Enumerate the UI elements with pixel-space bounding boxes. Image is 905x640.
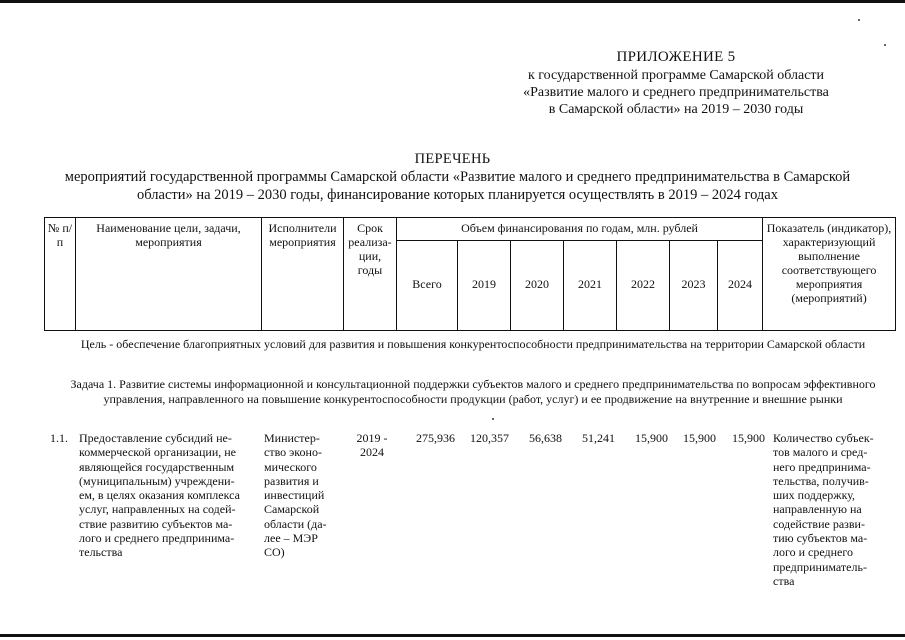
- header-indicator: Показатель (индикатор), характеризующий выполнение соответствующего мероприятия (мероприятий): [763, 218, 896, 331]
- row-name-line: (муниципальным) учреждени-: [79, 473, 235, 488]
- row-value-2021: 51,241: [582, 431, 615, 445]
- header-year: 2023: [670, 241, 718, 331]
- row-term: [350, 431, 394, 460]
- row-name-line: Предоставление субсидий не-: [79, 431, 232, 445]
- scan-speck: [858, 19, 860, 21]
- row-number: 1.1.: [50, 431, 68, 445]
- header-year: 2024: [718, 241, 763, 331]
- header-total: Всего: [397, 241, 458, 331]
- appendix-title: ПРИЛОЖЕНИЕ 5: [616, 49, 736, 65]
- row-value-2023: 15,900: [683, 431, 716, 445]
- scan-bottom-edge: [0, 634, 905, 637]
- row-name-line: лого и среднего предпринима-: [79, 531, 235, 546]
- header-year: 2019: [458, 241, 511, 331]
- row-name-line: тельства: [79, 545, 123, 560]
- goal-text: Цель - обеспечение благоприятных условий для развития и повышения конкурентоспособности предпринимательства на территории Самарской области: [80, 337, 866, 351]
- appendix-line: в Самарской области» на 2019 – 2030 годы: [548, 102, 804, 117]
- row-executors: [264, 431, 342, 560]
- row-indicator-line: содействие разви-: [773, 516, 865, 531]
- header-name: Наименование цели, задачи, мероприятия: [76, 218, 262, 331]
- scan-speck: [884, 44, 886, 46]
- row-value-2024: 15,900: [732, 431, 765, 445]
- row-executor-line: ство эконо-: [264, 445, 322, 460]
- header-year: 2020: [511, 241, 564, 331]
- header-num: № п/п: [45, 218, 76, 331]
- row-indicator: [773, 431, 893, 588]
- row-name-line: являющейся государственным: [79, 459, 235, 474]
- row-executor-line: Министер-: [264, 431, 320, 445]
- row-name-line: ствие развитию субъектов ма-: [79, 516, 233, 531]
- row-indicator-line: Количество субъек-: [773, 431, 874, 445]
- header-year: 2021: [564, 241, 617, 331]
- row-value-2019: 120,357: [470, 431, 509, 445]
- appendix-header: [440, 49, 905, 118]
- row-executor-line: развития и: [264, 473, 319, 488]
- row-indicator-line: предприниматель-: [773, 559, 867, 574]
- document-heading: ПЕРЕЧЕНЬ: [414, 151, 491, 167]
- scan-top-edge: [0, 0, 905, 3]
- row-value-2020: 56,638: [529, 431, 562, 445]
- row-term-line: 2024: [360, 445, 384, 460]
- row-total: 275,936: [416, 431, 455, 445]
- task-text: Задача 1. Развитие системы информационной и консультационной поддержки субъектов малого и среднего предпринимательства по вопросам эффективного управления, направленного на повышение конкурентоспособности продукции (работ, услуг) и ее продвижение на внутренние и внешние рынки: [70, 377, 876, 406]
- row-indicator-line: лого и среднего: [773, 545, 854, 560]
- row-name: [79, 431, 257, 560]
- document-subheading: мероприятий государственной программы Самарской области «Развитие малого и среднего предпринимательства в Самарской области» на 2019 – 2030 годы, финансирование которых планируется осуществлять в 2019 – 2024 годах: [64, 169, 851, 203]
- row-executor-line: инвестиций: [264, 488, 325, 503]
- header-executors: Исполнители мероприятия: [262, 218, 344, 331]
- row-indicator-line: ших поддержку,: [773, 488, 856, 503]
- row-indicator-line: тию субъектов ма-: [773, 531, 868, 546]
- row-indicator-line: него предпринима-: [773, 459, 871, 474]
- header-year: 2022: [617, 241, 670, 331]
- row-value-2022: 15,900: [635, 431, 668, 445]
- row-term-line: 2019 -: [356, 431, 388, 445]
- header-funding: Объем финансирования по годам, млн. рублей: [397, 218, 763, 241]
- row-indicator-line: тельства, получив-: [773, 473, 869, 488]
- row-name-line: услуг, направленных на содей-: [79, 502, 236, 517]
- scan-speck: [492, 418, 494, 420]
- row-indicator-line: ства: [773, 573, 795, 588]
- row-executor-line: мического: [264, 459, 317, 474]
- row-executor-line: СО): [264, 545, 285, 560]
- row-executor-line: лее – МЭР: [264, 531, 318, 546]
- row-executor-line: Самарской: [264, 502, 320, 517]
- row-indicator-line: тов малого и сред-: [773, 445, 868, 460]
- row-executor-line: области (да-: [264, 516, 327, 531]
- row-name-line: ем, в целях оказания комплекса: [79, 488, 240, 503]
- table-header: [44, 217, 896, 331]
- row-name-line: коммерческой организации, не: [79, 445, 237, 460]
- header-term: Срок реализа-ции, годы: [344, 218, 397, 331]
- row-indicator-line: направленную на: [773, 502, 862, 517]
- appendix-line: «Развитие малого и среднего предпринимательства: [523, 85, 829, 100]
- appendix-line: к государственной программе Самарской области: [527, 68, 825, 83]
